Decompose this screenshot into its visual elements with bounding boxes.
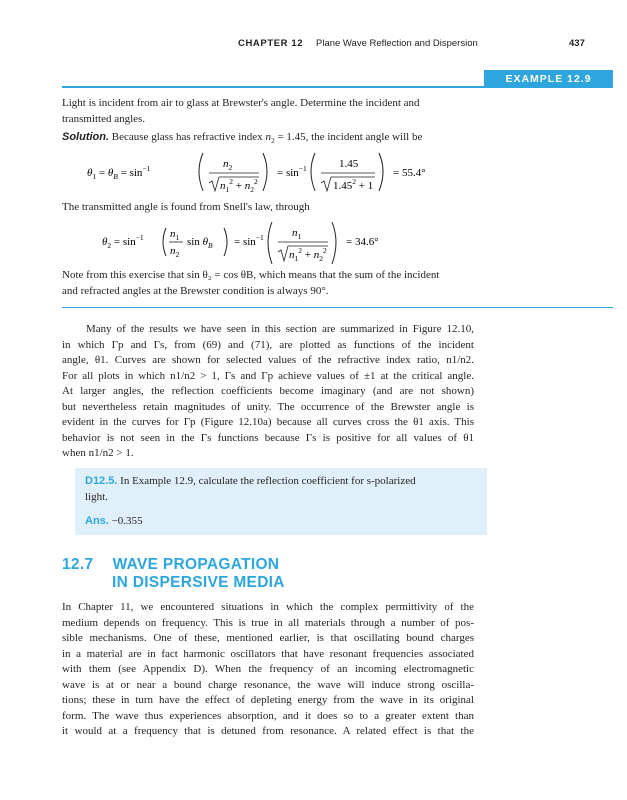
drill-text-1: In Example 12.9, calculate the reflection coefficient for s-polarized <box>120 475 416 487</box>
svg-text:1.452 + 1: $1.45^2 + 1$ <box>333 177 374 192</box>
example-problem <box>62 96 472 127</box>
problem-line-1: Light is incident from air to glass at Brewster's angle. Determine the incident and <box>62 97 420 109</box>
drill-text-2: light. <box>85 490 108 503</box>
drill-question <box>85 474 479 505</box>
body-line-7: evident in the curves for Γp (Figure 12.10a) because all curves cross the θ1 axis. This <box>62 416 474 428</box>
svg-text:θ2 = sin−1: $\theta_2 = \sin^{-1}$ <box>102 233 144 250</box>
svg-text:n12 + n22: $n_1^2 + n_2^2$ <box>289 246 327 263</box>
solution-text: Because glass has refractive index <box>111 131 263 143</box>
section-line-8: form. The wave thus experiences absorption, and it does so to a greater extent than <box>62 709 474 722</box>
section-line-2: medium depends on frequency. This is true in all materials through a number of pos- <box>62 616 474 629</box>
svg-text:= 34.6°: = 34.6° <box>346 236 379 248</box>
body-line-3: angle, θ1. Curves are shown for selected values of the refractive index ratio, n1/n2. <box>62 354 474 366</box>
section-number: 12.7 <box>62 556 94 573</box>
transmit-text: The transmitted angle is found from Snell's law, through <box>62 201 310 213</box>
section-title-2: IN DISPERSIVE MEDIA <box>112 574 285 591</box>
svg-text:1.45: 1.45 <box>339 158 359 170</box>
solution-label: Solution. <box>62 131 110 143</box>
section-line-1: In Chapter 11, we encountered situations in which the complex permittivity of the <box>62 601 474 613</box>
solution-n2: = 1.45, the incident angle will be <box>277 131 423 143</box>
body-line-1: Many of the results we have seen in this section are summarized in Figure 12.10, <box>86 323 474 335</box>
example-note <box>62 268 482 299</box>
section-line-4: in a material are in fact harmonic oscillators that have resonant frequencies associated <box>62 647 474 660</box>
drill-label: D12.5. <box>85 475 118 487</box>
running-header <box>0 38 627 54</box>
svg-text:n2: $n_2$ <box>223 158 233 172</box>
note-line-1: Note from this exercise that sin θ₂ = cos θB, which means that the sum of the incident <box>62 269 440 281</box>
svg-text:n12 + n22: $n_1^2 + n_2^2$ <box>220 177 258 194</box>
section-line-5: with them (see Appendix D). When the frequency of an incoming electromagnetic <box>62 663 474 675</box>
svg-text:n1: $n_1$ <box>292 227 302 241</box>
note-line-2: and refracted angles at the Brewster condition is always 90°. <box>62 284 329 297</box>
drill-answer <box>85 514 143 530</box>
example-top-rule <box>62 86 613 88</box>
svg-text:= sin−1: = $\sin^{-1}$ <box>277 164 307 179</box>
answer-label: Ans. <box>85 515 109 527</box>
solution-line: Solution. Because glass has refractive index $n_2 = 1.45$, the incident angle will be <box>62 131 423 146</box>
problem-line-2: transmitted angles. <box>62 112 146 125</box>
equation-brewster-angle <box>85 145 485 197</box>
body-line-8: behavior is not seen in the Γs functions because Γs is positive for all values of θ1 <box>62 431 474 444</box>
body-paragraph <box>62 322 474 462</box>
svg-text:θ1 = θB = sin−1: $\theta_1 = \theta_B = \sin^{-1}$ <box>87 164 151 181</box>
body-line-9: when n1/n2 > 1. <box>62 447 134 459</box>
equation-transmitted-angle <box>100 218 500 270</box>
answer-value: −0.355 <box>111 515 143 527</box>
example-bottom-rule <box>62 307 613 308</box>
section-line-9: it would at a frequency that is detuned from resonance. A related effect is that the <box>62 725 474 737</box>
section-line-6: wave is at or near a bound charge resonance, the wave will induce strong oscilla- <box>62 678 474 691</box>
example-banner: EXAMPLE 12.9 <box>484 70 613 87</box>
svg-text:= 55.4°: = 55.4° <box>393 167 426 179</box>
svg-text:n1: $n_1$ <box>170 228 180 242</box>
section-line-3: sible mechanisms. One of these, mentioned earlier, is that oscillating bound charges <box>62 632 474 644</box>
drill-problem-box <box>75 468 487 535</box>
svg-text:= sin−1: = $\sin^{-1}$ <box>234 233 264 248</box>
section-heading <box>62 556 279 574</box>
body-line-6: but nevertheless retain magnitudes of unity. The occurrence of the Brewster angle is <box>62 400 474 413</box>
body-line-2: in which Γp and Γs, from (69) and (71), are plotted as functions of the incident <box>62 338 474 351</box>
chapter-label: CHAPTER 12 <box>238 38 304 49</box>
section-title-1: WAVE PROPAGATION <box>112 556 280 573</box>
body-line-5: At larger angles, the reflection coefficients become imaginary (and are not shown) <box>62 385 474 397</box>
chapter-title: Plane Wave Reflection and Dispersion <box>316 38 478 49</box>
body-line-4: For all plots in which n1/n2 > 1, Γs and Γp achieve values of ±1 at the critical angle. <box>62 369 474 382</box>
section-paragraph <box>62 600 474 740</box>
svg-text:n2: $n_2$ <box>170 245 180 259</box>
svg-text:sin θB: $\sin \theta_B$ <box>187 236 213 250</box>
page-number: 437 <box>569 38 585 49</box>
section-line-7: tions; these in turn have the effect of depleting energy from the wave in its original <box>62 694 474 706</box>
